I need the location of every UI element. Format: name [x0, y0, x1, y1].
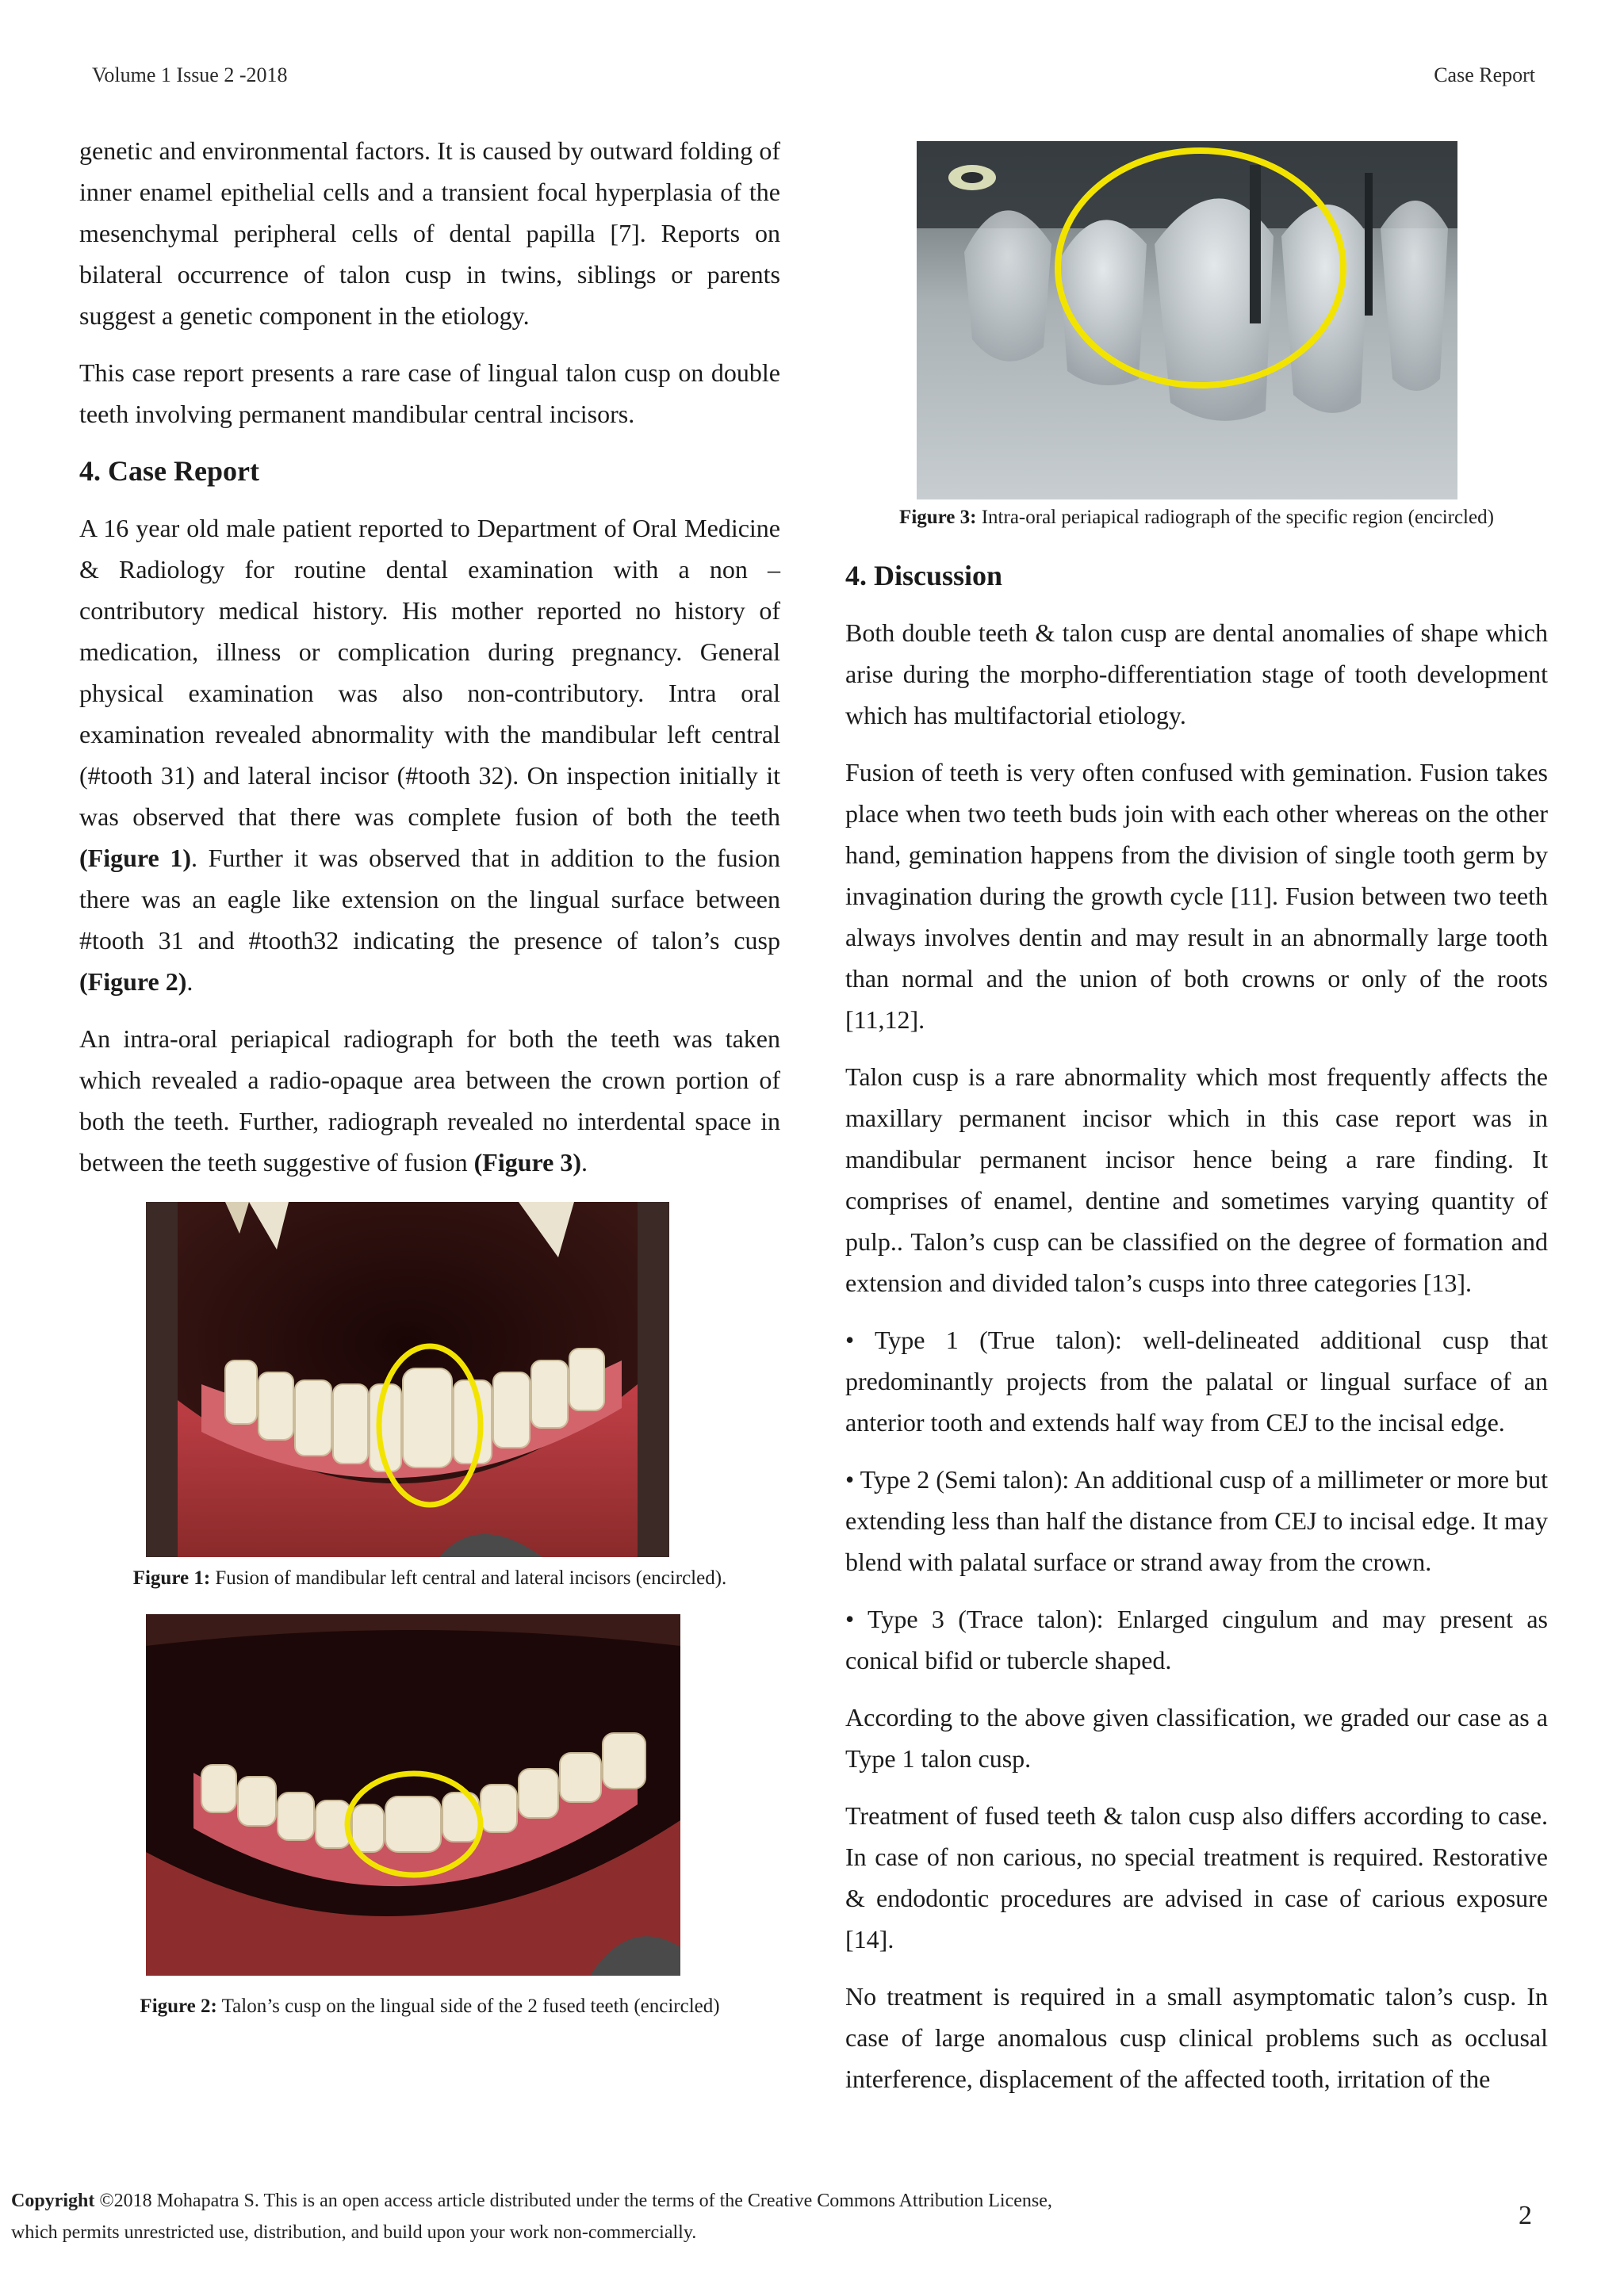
figure-1-photo [146, 1202, 669, 1557]
page-number: 2 [1519, 2201, 1532, 2230]
bullet-type-1: • Type 1 (True talon): well-delineated additional cusp that predominantly projects from the palatal or lingual surface of an anterior tooth and extends half way from CEJ to the incisal edge. [845, 1326, 1548, 1437]
figure-1-caption: Figure 1: Fusion of mandibular left central and lateral incisors (encircled). [132, 1567, 727, 1589]
figure-2-caption: Figure 2: Talon’s cusp on the lingual side of the 2 fused teeth (encircled) [140, 1996, 720, 2017]
bullet-type-2: • Type 2 (Semi talon): An additional cusp of a millimeter or more but extending less than half the distance from CEJ to incisal edge. It may blend with palatal surface or strand away from the crown. [845, 1465, 1548, 1576]
paragraph: According to the above given classification, we graded our case as a Type 1 talon cusp. [845, 1703, 1548, 1773]
section-heading-discussion: 4. Discussion [845, 560, 1003, 591]
left-column [79, 130, 780, 2020]
figure-ref[interactable]: (Figure 2) [79, 967, 187, 996]
talon-cusp-image [146, 1614, 680, 1976]
journal-volume: Volume 1 Issue 2 -2018 [92, 63, 288, 86]
paragraph: A 16 year old male patient reported to Department of Oral Medicine & Radiology for routine dental examination with a non – contributory medical history. His mother reported no history of medication, illness or complication during pregnancy. General physical examination was also non-contributory. Intra oral examination revealed abnormality with the mandibular left central (#tooth 31) and lateral incisor (#tooth 32). On inspection initially it was observed that there was complete fusion of both the teeth (Figure 1). Further it was observed that in addition to the fusion there was an eagle like extension on the lingual surface between #tooth 31 and #tooth32 indicating the presence of talon’s cusp (Figure 2). [79, 514, 781, 996]
right-column [845, 504, 1548, 2115]
paragraph: Both double teeth & talon cusp are dental anomalies of shape which arise during the morpho-differentiation stage of tooth development which has multifactorial etiology. [845, 618, 1548, 729]
figure-ref[interactable]: (Figure 1) [79, 844, 191, 872]
paragraph: Fusion of teeth is very often confused with gemination. Fusion takes place when two teeth buds join with each other whereas on the other hand, gemination happens from the division of single tooth germ by invagination during the growth cycle [11]. Fusion between two teeth always involves dentin and may result in an abnormally large tooth than normal and the union of both crowns or only of the roots [11,12]. [845, 758, 1548, 1034]
bullet-type-3: • Type 3 (Trace talon): Enlarged cingulum and may present as conical bifid or tubercle shaped. [845, 1605, 1548, 1674]
paragraph: This case report presents a rare case of lingual talon cusp on double teeth involving permanent mandibular central incisors. [79, 358, 780, 428]
figure-2-photo [146, 1614, 680, 1976]
figure-ref[interactable]: (Figure 3) [473, 1148, 582, 1177]
figure-3-radiograph [917, 141, 1457, 499]
paragraph: Treatment of fused teeth & talon cusp also differs according to case. In case of non carious, no special treatment is required. Restorative & endodontic procedures are advised in case of carious exposure [14]. [845, 1801, 1548, 1954]
fused-incisors-image [146, 1202, 669, 1557]
paragraph: Talon cusp is a rare abnormality which most frequently affects the maxillary permanent incisor which in this case report was in mandibular permanent incisor hence being a rare finding. It comprises of enamel, dentine and sometimes varying quantity of pulp.. Talon’s cusp can be classified on the degree of formation and extension and divided talon’s cusps into three categories [13]. [845, 1062, 1548, 1297]
section-heading-case-report: 4. Case Report [79, 455, 259, 487]
periapical-radiograph-image [917, 141, 1457, 499]
figure-3-caption: Figure 3: Intra-oral periapical radiograph of the specific region (encircled) [899, 507, 1494, 528]
article-type: Case Report [1434, 63, 1535, 86]
copyright-label: Copyright [11, 2191, 95, 2211]
paragraph: No treatment is required in a small asymptomatic talon’s cusp. In case of large anomalous cusp clinical problems such as occlusal interference, displacement of the affected tooth, irritation of the [845, 1982, 1548, 2093]
paragraph: genetic and environmental factors. It is caused by outward folding of inner enamel epithelial cells and a transient focal hyperplasia of the mesenchymal peripheral cells of dental papilla [7]. Reports on bilateral occurrence of talon cusp in twins, siblings or parents suggest a genetic component in the etiology. [79, 136, 780, 330]
paragraph: An intra-oral periapical radiograph for both the teeth was taken which revealed a radio-opaque area between the crown portion of both the teeth. Further, radiograph revealed no interdental space in between the teeth suggestive of fusion (Figure 3). [79, 1024, 780, 1177]
copyright-footer: Copyright ©2018 Mohapatra S. This is an open access article distributed under the terms of the Creative Commons Attribution License, which permits unrestricted use, distribution, and build upon your work non-commercially. [11, 2191, 1052, 2243]
